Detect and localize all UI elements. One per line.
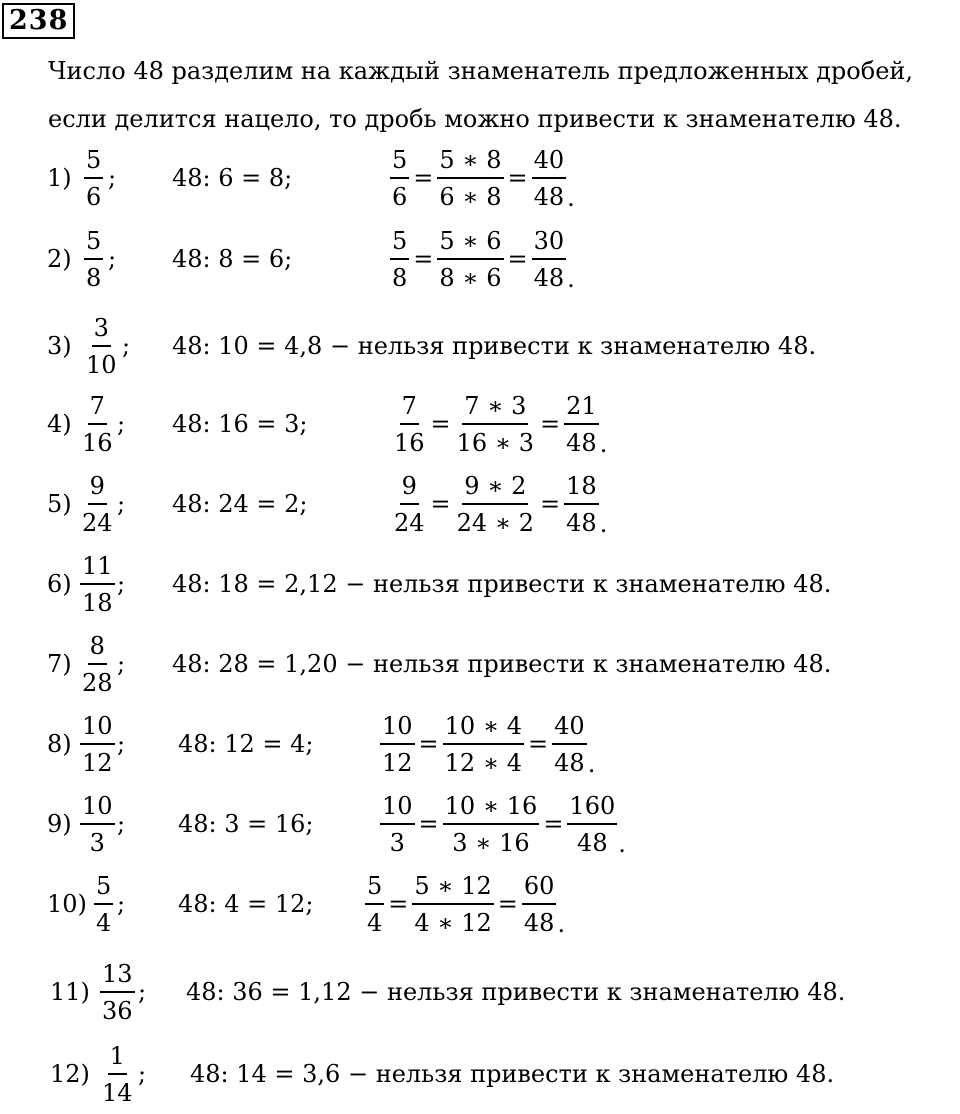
denominator: 3 ∗ 16: [452, 828, 530, 857]
given-fraction-wrap: [84, 219, 103, 299]
division-statement: 48: 12 = 4;: [178, 730, 314, 758]
equation-fraction: [392, 471, 427, 538]
period: .: [557, 910, 566, 938]
numerator: 40: [532, 145, 567, 179]
denominator: 4: [96, 908, 112, 937]
conversion-equation: [380, 784, 626, 864]
equation-fraction: [532, 226, 567, 293]
division-statement: 48: 28 = 1,20 − нельзя привести к знаменателю 48.: [172, 650, 832, 678]
intro-line-2: если делится нацело, то дробь можно привести к знаменателю 48.: [48, 105, 902, 133]
given-fraction-wrap: [80, 784, 115, 864]
denominator: 18: [82, 588, 113, 617]
solution-item: [0, 544, 960, 624]
conversion-equation: [365, 864, 565, 944]
division-statement: 48: 18 = 2,12 − нельзя привести к знаменателю 48.: [172, 570, 832, 598]
solution-item: [0, 952, 960, 1032]
item-label: 6): [47, 570, 72, 598]
equation-fraction: [390, 226, 409, 293]
denominator: 16 ∗ 3: [456, 428, 535, 457]
solution-item: [0, 704, 960, 784]
solution-item: [0, 624, 960, 704]
given-fraction: [80, 471, 115, 538]
numerator: 13: [100, 959, 135, 993]
denominator: 10: [86, 350, 117, 379]
denominator: 12: [82, 748, 113, 777]
division-statement: 48: 6 = 8;: [172, 164, 293, 192]
semicolon: ;: [117, 890, 126, 918]
intro-line-1: Число 48 разделим на каждый знаменатель предложенных дробей,: [48, 57, 914, 85]
denominator: 8: [392, 263, 408, 292]
denominator: 8: [86, 263, 102, 292]
denominator: 24 ∗ 2: [456, 508, 535, 537]
numerator: 7 ∗ 3: [462, 391, 528, 425]
denominator: 8 ∗ 6: [439, 263, 502, 292]
equals-sign: =: [528, 730, 549, 758]
numerator: 18: [564, 471, 599, 505]
given-fraction: [80, 551, 115, 618]
semicolon: ;: [117, 410, 126, 438]
solution-item: [0, 138, 960, 218]
semicolon: ;: [117, 810, 126, 838]
numerator: 1: [108, 1041, 127, 1075]
equation-fraction: [365, 871, 384, 938]
item-label: 1): [47, 164, 72, 192]
item-label: 9): [47, 810, 72, 838]
given-fraction: [84, 313, 119, 380]
denominator: 12: [382, 748, 413, 777]
semicolon: ;: [117, 490, 126, 518]
division-statement: 48: 14 = 3,6 − нельзя привести к знаменателю 48.: [190, 1060, 835, 1088]
conversion-equation: [390, 138, 575, 218]
division-statement: 48: 24 = 2;: [172, 490, 308, 518]
denominator: 4: [367, 908, 383, 937]
given-fraction: [80, 791, 115, 858]
numerator: 160: [567, 791, 617, 825]
given-fraction-wrap: [100, 952, 135, 1032]
denominator: 48: [533, 263, 565, 292]
solution-item: [0, 784, 960, 864]
equation-fraction: [392, 391, 427, 458]
numerator: 5: [84, 226, 103, 260]
given-fraction-wrap: [94, 864, 113, 944]
equation-fraction: [455, 391, 536, 458]
solution-item: [0, 864, 960, 944]
period: .: [599, 430, 608, 458]
numerator: 10: [80, 791, 115, 825]
denominator: 16: [82, 428, 113, 457]
denominator: 48: [577, 828, 608, 857]
period: .: [618, 830, 626, 858]
numerator: 5: [390, 145, 409, 179]
division-statement: 48: 4 = 12;: [178, 890, 314, 918]
equals-sign: =: [507, 164, 528, 192]
given-fraction-wrap: [84, 138, 103, 218]
numerator: 5: [84, 145, 103, 179]
item-label: 10): [47, 890, 87, 918]
given-fraction-wrap: [80, 624, 115, 704]
denominator: 3: [89, 828, 105, 857]
equals-sign: =: [418, 730, 439, 758]
given-fraction-wrap: [80, 464, 115, 544]
numerator: 40: [552, 711, 587, 745]
solution-item: [0, 1034, 960, 1114]
period: .: [567, 265, 575, 293]
solution-item: [0, 384, 960, 464]
equation-fraction: [564, 471, 599, 538]
item-label: 12): [50, 1060, 90, 1088]
numerator: 9 ∗ 2: [462, 471, 528, 505]
numerator: 8: [88, 631, 107, 665]
numerator: 30: [532, 226, 567, 260]
numerator: 21: [564, 391, 599, 425]
numerator: 5: [94, 871, 113, 905]
equals-sign: =: [430, 490, 451, 518]
division-statement: 48: 10 = 4,8 − нельзя привести к знаменателю 48.: [172, 332, 817, 360]
equals-sign: =: [497, 890, 518, 918]
denominator: 24: [82, 508, 113, 537]
given-fraction: [80, 391, 115, 458]
denominator: 28: [82, 668, 113, 697]
equals-sign: =: [507, 245, 528, 273]
numerator: 7: [88, 391, 107, 425]
equation-fraction: [380, 711, 415, 778]
item-label: 11): [50, 978, 90, 1006]
given-fraction: [94, 871, 113, 938]
conversion-equation: [392, 464, 607, 544]
numerator: 5: [390, 226, 409, 260]
denominator: 48: [566, 428, 597, 457]
numerator: 10: [380, 711, 415, 745]
equation-fraction: [412, 871, 493, 938]
equation-fraction: [380, 791, 415, 858]
equation-fraction: [532, 145, 567, 212]
given-fraction: [80, 711, 115, 778]
semicolon: ;: [108, 164, 117, 192]
conversion-equation: [380, 704, 595, 784]
semicolon: ;: [138, 1060, 147, 1088]
equation-fraction: [443, 791, 540, 858]
item-label: 4): [47, 410, 72, 438]
numerator: 60: [522, 871, 557, 905]
denominator: 14: [102, 1078, 133, 1107]
period: .: [567, 184, 575, 212]
equation-fraction: [390, 145, 409, 212]
denominator: 12 ∗ 4: [444, 748, 523, 777]
equation-fraction: [522, 871, 557, 938]
denominator: 6: [86, 182, 102, 211]
numerator: 5 ∗ 6: [437, 226, 503, 260]
denominator: 48: [523, 908, 555, 937]
given-fraction: [80, 631, 115, 698]
numerator: 3: [92, 313, 111, 347]
denominator: 24: [394, 508, 425, 537]
numerator: 5 ∗ 8: [437, 145, 503, 179]
numerator: 10: [380, 791, 415, 825]
equation-fraction: [567, 791, 617, 858]
equals-sign: =: [540, 410, 561, 438]
given-fraction-wrap: [80, 384, 115, 464]
equals-sign: =: [388, 890, 409, 918]
semicolon: ;: [108, 245, 117, 273]
numerator: 10: [80, 711, 115, 745]
equals-sign: =: [418, 810, 439, 838]
equals-sign: =: [540, 490, 561, 518]
equals-sign: =: [413, 245, 434, 273]
given-fraction-wrap: [100, 1034, 135, 1114]
equation-fraction: [437, 226, 503, 293]
equation-fraction: [455, 471, 536, 538]
semicolon: ;: [117, 650, 126, 678]
equation-fraction: [437, 145, 503, 212]
equation-fraction: [552, 711, 587, 778]
semicolon: ;: [138, 978, 147, 1006]
item-label: 7): [47, 650, 72, 678]
denominator: 6: [392, 182, 408, 211]
denominator: 6 ∗ 8: [439, 182, 502, 211]
semicolon: ;: [117, 730, 126, 758]
item-label: 5): [47, 490, 72, 518]
numerator: 5: [365, 871, 384, 905]
numerator: 7: [400, 391, 419, 425]
solution-item: [0, 219, 960, 299]
conversion-equation: [392, 384, 607, 464]
given-fraction-wrap: [80, 704, 115, 784]
equals-sign: =: [430, 410, 451, 438]
period: .: [587, 750, 596, 778]
given-fraction: [84, 145, 103, 212]
item-label: 8): [47, 730, 72, 758]
denominator: 4 ∗ 12: [414, 908, 492, 937]
equals-sign: =: [413, 164, 434, 192]
denominator: 48: [566, 508, 597, 537]
numerator: 9: [88, 471, 107, 505]
item-label: 3): [47, 332, 72, 360]
numerator: 10 ∗ 16: [443, 791, 540, 825]
equals-sign: =: [543, 810, 564, 838]
semicolon: ;: [122, 332, 131, 360]
item-label: 2): [47, 245, 72, 273]
division-statement: 48: 36 = 1,12 − нельзя привести к знаменателю 48.: [186, 978, 846, 1006]
given-fraction: [84, 226, 103, 293]
numerator: 9: [400, 471, 419, 505]
given-fraction: [100, 1041, 135, 1108]
problem-number: 238: [2, 3, 75, 39]
period: .: [599, 510, 608, 538]
denominator: 3: [389, 828, 405, 857]
denominator: 48: [533, 182, 565, 211]
division-statement: 48: 16 = 3;: [172, 410, 308, 438]
equation-fraction: [564, 391, 599, 458]
given-fraction-wrap: [80, 544, 115, 624]
given-fraction: [100, 959, 135, 1026]
numerator: 5 ∗ 12: [412, 871, 493, 905]
solution-item: [0, 306, 960, 386]
solution-item: [0, 464, 960, 544]
division-statement: 48: 3 = 16;: [178, 810, 314, 838]
equation-fraction: [443, 711, 524, 778]
denominator: 48: [554, 748, 585, 777]
numerator: 11: [80, 551, 115, 585]
denominator: 36: [102, 996, 133, 1025]
division-statement: 48: 8 = 6;: [172, 245, 293, 273]
numerator: 10 ∗ 4: [443, 711, 524, 745]
denominator: 16: [394, 428, 425, 457]
semicolon: ;: [117, 570, 126, 598]
given-fraction-wrap: [84, 306, 119, 386]
conversion-equation: [390, 219, 575, 299]
